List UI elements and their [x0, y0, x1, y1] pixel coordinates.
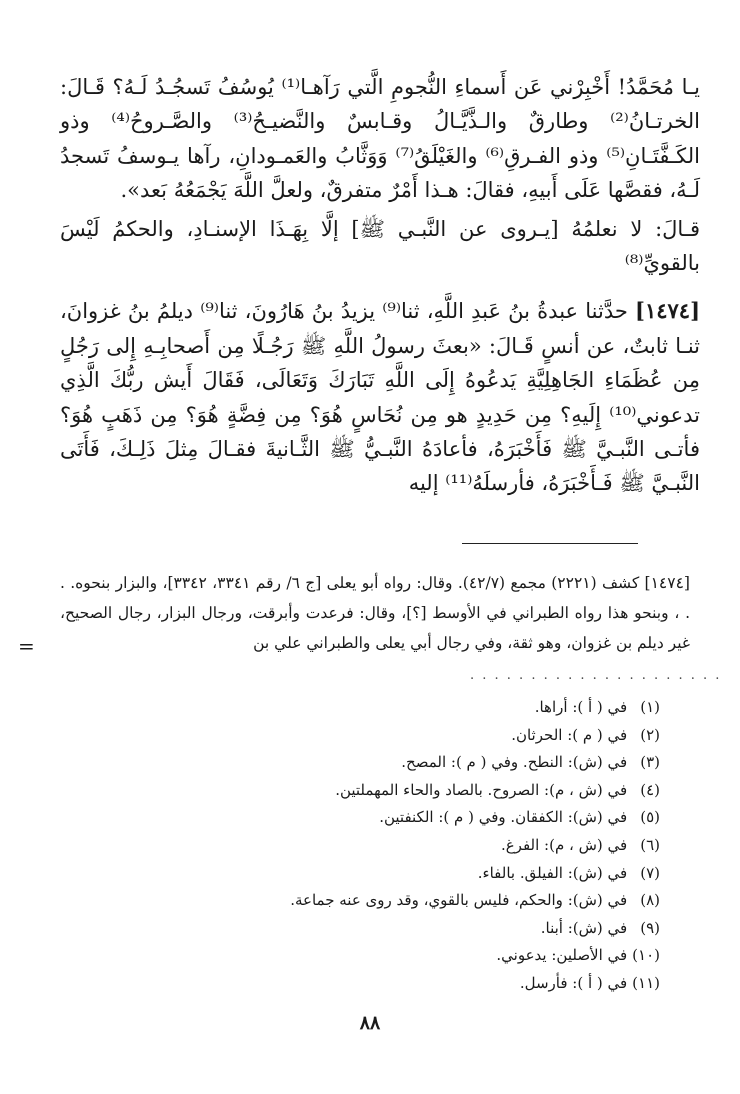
main-paragraph-2: قـالَ: لا نعلمُهُ [يـروى عن النَّبـي ﷺ] إلَّا بِهَـذَا الإسنـادِ، والحكمُ لَيْسَ بالقويِّ⁽⁸⁾: [60, 216, 700, 276]
footnote-item: [100, 860, 660, 888]
footnote-item: [100, 942, 660, 970]
footnote-text: في (ش ، م): الفرغ.: [500, 835, 628, 854]
footnote-list: [100, 694, 660, 998]
footnote-item: [100, 832, 660, 860]
footnote-number: (٢): [640, 725, 660, 744]
footnote-text: في الأصلين: يدعوني.: [496, 946, 628, 965]
footnote-number: (٩): [640, 918, 660, 937]
footnote-number: (٧): [640, 863, 660, 882]
footnote-text: في ( م ): الحرثان.: [511, 725, 628, 744]
hadith-text: حدَّثنا عبدةُ بنُ عَبدِ اللَّهِ، ثنا⁽⁹⁾ يزيدُ بنُ هَارُونَ، ثنا⁽⁹⁾ ديلمُ بنُ غزوانَ، ثنـا ثابتٌ، عن أنسٍ قَـالَ: «بعثَ رسولُ اللَّهِ ﷺ رَجُـلًا مِن أَصحابِـهِ إِلى رَجُلٍ مِن عُظَمَاءِ الجَاهِلِيَّةِ يَدعُوهُ إِلَى اللَّهِ تَبَارَكَ وَتَعَالَى، فَقَالَ أَيش ربُّكَ الَّذِي تدعوني⁽¹⁰⁾ إِلَيهِ؟ مِن حَدِيدٍ هو مِن نُحَاسٍ هُوَ؟ مِن فِضَّةٍ هُوَ؟ مِن ذَهَبٍ هُوَ؟ فأتـى النَّبـيَّ ﷺ فَأَخْبَرَهُ، فأعادَهُ النَّبـيُّ ﷺ الثَّـانيةَ فقـالَ مِثلَ ذَلِـكَ، فَأَتَى النَّبـيَّ ﷺ فَـأَخْبَرَهُ، فأرسلَهُ⁽¹¹⁾ إليه: [60, 299, 700, 496]
continuation-mark: =: [18, 634, 35, 658]
footnote-text: في (ش): أبنا.: [540, 918, 628, 937]
footnote-text: في (ش): الكفقان. وفي ( م ): الكنفتين.: [379, 808, 628, 827]
footnote-item: [100, 970, 660, 998]
footnote-item: [100, 915, 660, 943]
footnote-text: في (ش): الفيلق. بالفاء.: [477, 863, 628, 882]
footnote-number: (٨): [640, 891, 660, 910]
footnote-text: في ( أ ): فأرسل.: [519, 973, 628, 992]
footnote-text: في ( أ ): أراها.: [534, 698, 628, 716]
main-paragraph-1: يـا مُحَمَّدُ! أَخْبِرْني عَن أَسماءِ النُّجومِ الَّتي رَآهـا⁽¹⁾ يُوسُفُ تَسجُـدُ لَـهُ؟ قَـالَ: الخرتـانُ⁽²⁾ وطارقٌ والـذَّيَّـالُ وقـابسٌ والنَّضيـحُ⁽³⁾ والصَّـروحُ⁽⁴⁾ وذو الكَـفَّتَـانِ⁽⁵⁾ وذو الفـرقِ⁽⁶⁾ والغَيْلَقُ⁽⁷⁾ وَوَثَّابُ والعَمـودانِ، رآها يـوسفُ تَسجدُ لَـهُ، فقصَّها عَلَى أَبيهِ، فقالَ: هـذا أَمْرٌ متفرقٌ، ولعلَّ اللَّهَ يَجْمَعُهُ بَعد».: [60, 75, 701, 203]
footnote-number: (١١): [632, 973, 660, 992]
footnote-item: [100, 777, 660, 805]
hadith-number: [١٤٧٤]: [635, 298, 700, 324]
footnote-number: (٤): [640, 780, 660, 799]
hadith-paragraph: [60, 294, 700, 500]
footnote-item: [100, 749, 660, 777]
footnote-number: (٥): [640, 808, 660, 827]
dotted-separator: . . . . . . . . . . . . . . . . . . . . .: [470, 668, 722, 683]
footnote-separator: [462, 543, 638, 544]
footnote-item: [100, 722, 660, 750]
footnote-item: [100, 804, 660, 832]
footnote-number: (٦): [640, 835, 660, 854]
footnote-text: في (ش): والحكم، فليس بالقوي، وقد روى عنه جماعة.: [290, 891, 628, 910]
footnote-number: (١): [640, 698, 660, 716]
takhrij-block: [60, 568, 690, 658]
main-text: [60, 70, 700, 501]
footnote-number: (٣): [640, 753, 660, 772]
footnote-text: في (ش ، م): الصروح. بالصاد والحاء المهملتين.: [335, 780, 628, 799]
footnote-item: [100, 887, 660, 915]
footnote-number: (١٠): [632, 946, 660, 965]
page-number: ٨٨: [359, 1012, 381, 1034]
takhrij-text: [١٤٧٤] كشف (٢٢٢١) مجمع (٤٢/٧). وقال: رواه أبو يعلى [ج ٦/ رقم ٣٣٤١، ٣٣٤٢]، والبزار بنحوه. . . ، وبنحو هذا رواه الطبراني في الأوسط [؟]، وقال: فرعدت وأبرقت، ورجال البزار، رجال الصحيح، غير ديلم بن غزوان، وهو ثقة، وفي رجال أبي يعلى والطبراني علي بن: [60, 574, 690, 652]
footnote-item: [100, 694, 660, 722]
footnote-text: في (ش): النطح. وفي ( م ): المصح.: [401, 753, 628, 772]
